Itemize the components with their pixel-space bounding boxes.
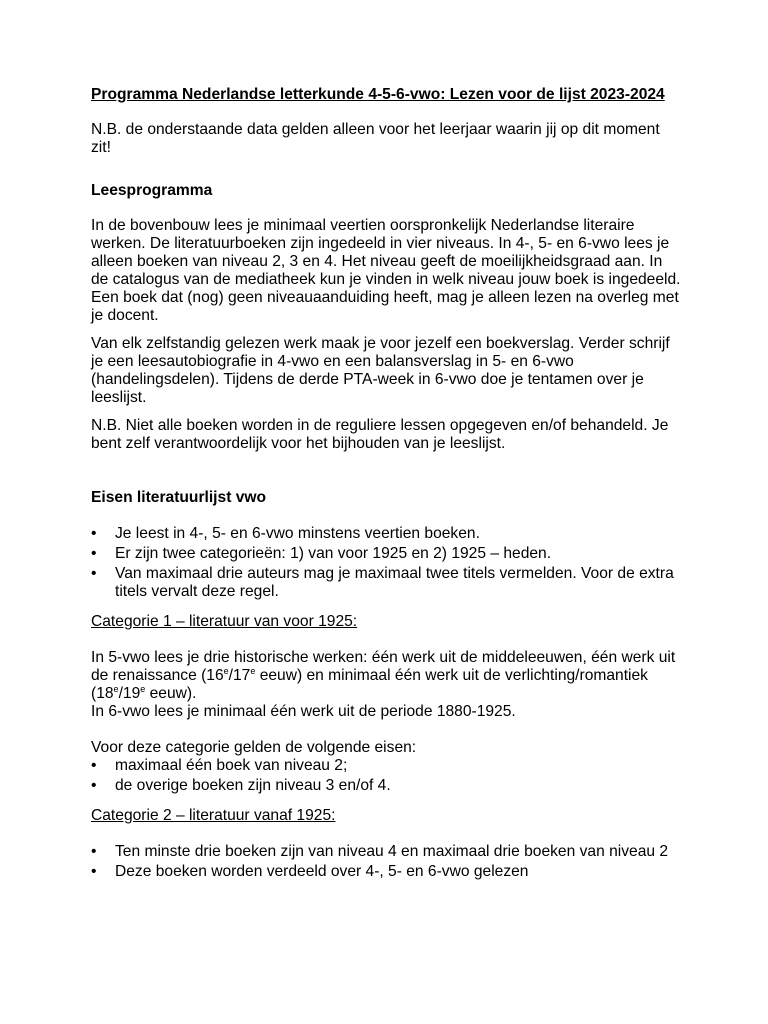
list-item: • Van maximaal drie auteurs mag je maximaal twee titels vermelden. Voor de extra titels vervalt deze regel.	[91, 565, 674, 600]
categorie2-heading: Categorie 2 – literatuur vanaf 1925:	[91, 807, 336, 824]
leesprogramma-paragraph-3: N.B. Niet alle boeken worden in de reguliere lessen opgegeven en/of behandeld. Je bent zelf verantwoordelijk voor het bijhouden van je leeslijst.	[91, 417, 669, 452]
leesprogramma-heading: Leesprogramma	[91, 182, 213, 199]
leesprogramma-paragraph-2: Van elk zelfstandig gelezen werk maak je voor jezelf een boekverslag. Verder schrijf je een leesautobiografie in 4-vwo en een balansverslag in 5- en 6-vwo (handelingsdelen). Tijdens de derde PTA-week in 6-vwo doe je tentamen over je leeslijst.	[91, 335, 670, 406]
categorie1-paragraph-3: Voor deze categorie gelden de volgende eisen:	[91, 739, 417, 756]
list-item: • maximaal één boek van niveau 2;	[91, 757, 348, 774]
list-item: • de overige boeken zijn niveau 3 en/of 4.	[91, 777, 391, 794]
list-item: • Deze boeken worden verdeeld over 4-, 5- en 6-vwo gelezen	[91, 863, 529, 880]
categorie1-paragraph-2: In 6-vwo lees je minimaal één werk uit de periode 1880-1925.	[91, 703, 516, 720]
categorie1-heading: Categorie 1 – literatuur van voor 1925:	[91, 613, 358, 630]
categorie2-list	[91, 843, 681, 881]
categorie1-list	[91, 757, 681, 795]
bullet-icon: •	[91, 757, 97, 774]
bullet-icon: •	[91, 565, 97, 582]
list-item: • Je leest in 4-, 5- en 6-vwo minstens veertien boeken.	[91, 525, 480, 542]
eisen-heading: Eisen literatuurlijst vwo	[91, 489, 267, 506]
date-note: N.B. de onderstaande data gelden alleen voor het leerjaar waarin jij op dit moment zit!	[91, 121, 660, 156]
bullet-icon: •	[91, 545, 97, 562]
leesprogramma-paragraph-1: In de bovenbouw lees je minimaal veertien oorspronkelijk Nederlandse literaire werken. De literatuurboeken zijn ingedeeld in vier niveaus. In 4-, 5- en 6-vwo lees je alleen boeken van niveau 2, 3 en 4. Het niveau geeft de moeilijkheidsgraad aan. In de catalogus van de mediatheek kun je vinden in welk niveau jouw boek is ingedeeld. Een boek dat (nog) geen niveauaanduiding heeft, mag je alleen lezen na overleg met je docent.	[91, 217, 681, 324]
bullet-icon: •	[91, 843, 97, 860]
list-item: • Ten minste drie boeken zijn van niveau 4 en maximaal drie boeken van niveau 2	[91, 843, 669, 860]
document-page	[91, 86, 681, 881]
bullet-icon: •	[91, 777, 97, 794]
document-title: Programma Nederlandse letterkunde 4-5-6-vwo: Lezen voor de lijst 2023-2024	[91, 86, 665, 103]
bullet-icon: •	[91, 525, 97, 542]
list-item: • Er zijn twee categorieën: 1) van voor 1925 en 2) 1925 – heden.	[91, 545, 552, 562]
eisen-list	[91, 525, 681, 601]
bullet-icon: •	[91, 863, 97, 880]
categorie1-paragraph-1: In 5-vwo lees je drie historische werken: één werk uit de middeleeuwen, één werk uit de renaissance (16e/17e eeuw) en minimaal één werk uit de verlichting/romantiek (18e/19e eeuw).	[91, 649, 676, 702]
